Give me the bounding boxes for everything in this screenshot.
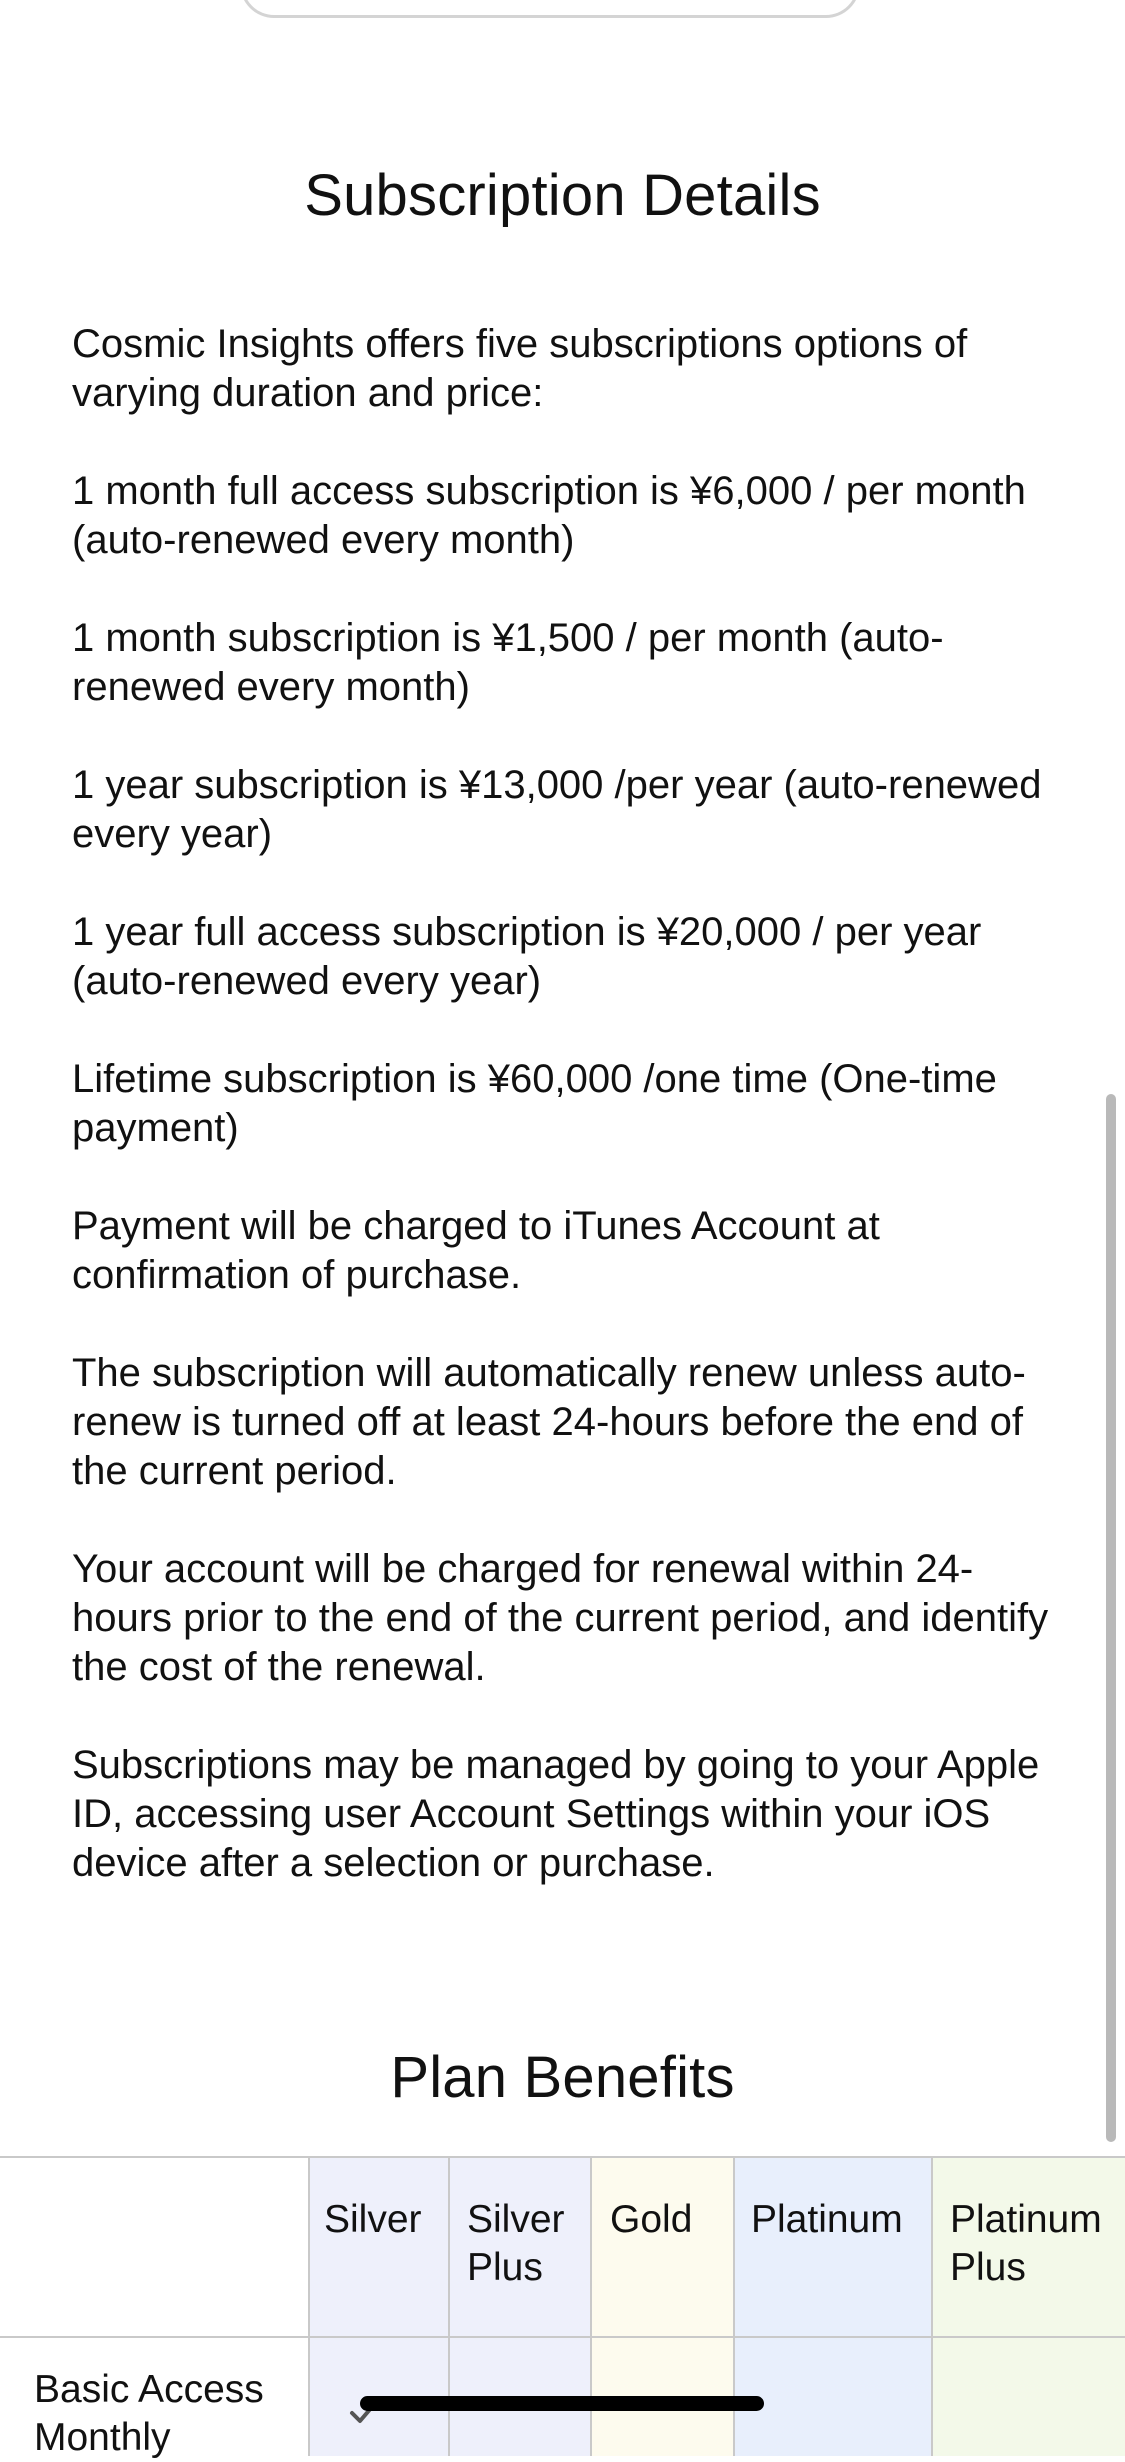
column-header-silver-plus: Silver Plus	[467, 2198, 565, 2289]
details-paragraph: Cosmic Insights offers five subscriptions options of varying duration and price:	[72, 322, 968, 415]
home-indicator[interactable]	[360, 2396, 764, 2411]
plan-benefits-title: Plan Benefits	[390, 2045, 735, 2110]
subscription-details-body	[72, 320, 1072, 1937]
plan-benefits-table	[0, 2156, 1125, 2459]
details-paragraph: Subscriptions may be managed by going to your Apple ID, accessing user Account Settings within your iOS device after a selection or purchase.	[72, 1743, 1040, 1885]
subscription-details-title: Subscription Details	[304, 163, 821, 228]
column-header-platinum-plus: Platinum Plus	[950, 2198, 1102, 2289]
previous-card-bottom-edge	[240, 0, 860, 18]
column-header-gold: Gold	[610, 2198, 693, 2241]
details-paragraph: 1 year subscription is ¥13,000 /per year (auto-renewed every year)	[72, 763, 1042, 856]
details-paragraph: Your account will be charged for renewal within 24-hours prior to the end of the current period, and identify the cost of the renewal.	[72, 1547, 1049, 1689]
table-header-divider	[0, 2336, 1125, 2338]
benefit-row-label: Basic Access Monthly	[34, 2368, 264, 2459]
column-header-platinum: Platinum	[751, 2198, 903, 2241]
details-paragraph: Lifetime subscription is ¥60,000 /one time (One-time payment)	[72, 1057, 997, 1150]
details-paragraph: Payment will be charged to iTunes Account at confirmation of purchase.	[72, 1204, 880, 1297]
details-paragraph: 1 month full access subscription is ¥6,000 / per month (auto-renewed every month)	[72, 469, 1026, 562]
vertical-scrollbar[interactable]	[1106, 1094, 1116, 2142]
table-top-border	[0, 2156, 1125, 2158]
details-paragraph: 1 year full access subscription is ¥20,000 / per year (auto-renewed every year)	[72, 910, 982, 1003]
details-paragraph: The subscription will automatically renew unless auto-renew is turned off at least 24-hours before the end of the current period.	[72, 1351, 1026, 1493]
column-header-silver: Silver	[324, 2198, 422, 2241]
details-paragraph: 1 month subscription is ¥1,500 / per month (auto-renewed every month)	[72, 616, 944, 709]
